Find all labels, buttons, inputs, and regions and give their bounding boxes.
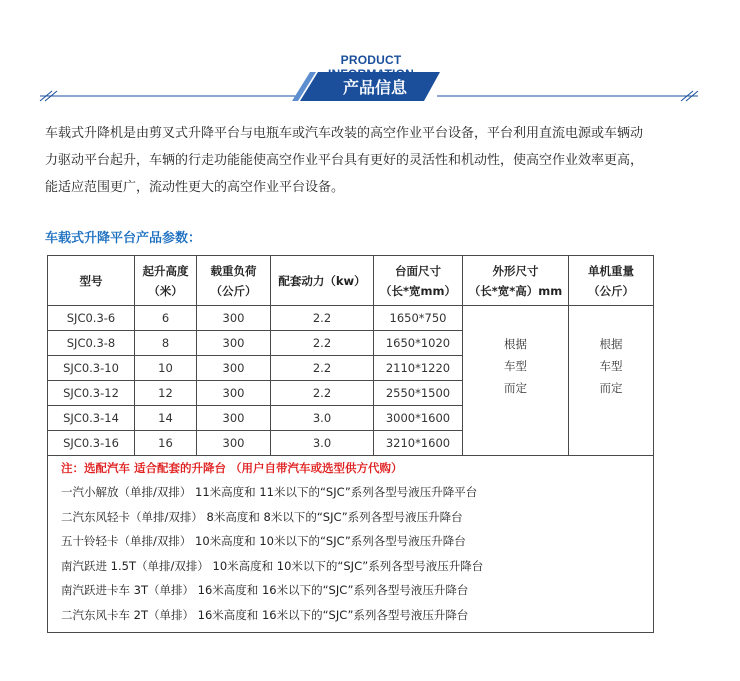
notes-row <box>48 456 654 633</box>
cell-power: 2.2 <box>271 306 374 331</box>
section-title: 车载式升降平台产品参数： <box>45 231 202 246</box>
intro-line: 力驱动平台起升，车辆的行走功能能使高空作业平台具有更好的灵活性和机动性，使高空作业效率更高， <box>45 153 644 168</box>
note-item: 南汽跃进卡车 3T（单排） 16米高度和 16米以下的“SJC”系列各型号液压升降台 <box>61 583 469 598</box>
cell-model: SJC0.3-8 <box>48 331 135 356</box>
cell-platform-size: 1650*750 <box>374 306 463 331</box>
spec-table <box>47 255 654 633</box>
note-item: 二汽东风卡车 2T（单排） 16米高度和 16米以下的“SJC”系列各型号液压升降台 <box>61 607 469 622</box>
cell-height: 6 <box>135 306 197 331</box>
cell-model: SJC0.3-16 <box>48 431 135 456</box>
cell-power: 2.2 <box>271 381 374 406</box>
cell-platform-size: 1650*1020 <box>374 331 463 356</box>
cell-power: 2.2 <box>271 356 374 381</box>
cell-height: 16 <box>135 431 197 456</box>
cell-platform-size: 3000*1600 <box>374 406 463 431</box>
header-en-title: PRODUCT INFORMATION <box>328 53 414 81</box>
header-platform-size: 台面尺寸 （长*宽mm） <box>374 256 463 306</box>
cell-load: 300 <box>197 356 271 381</box>
header-height: 起升高度 （米） <box>135 256 197 306</box>
cell-power: 2.2 <box>271 331 374 356</box>
notes-cell <box>48 456 654 633</box>
section-header <box>0 0 740 120</box>
table-header-row <box>48 256 654 306</box>
cell-power: 3.0 <box>271 431 374 456</box>
header-weight: 单机重量 （公斤） <box>569 256 654 306</box>
cell-outer-size-note: 根据 车型 而定 <box>463 306 569 456</box>
intro-line: 能适应范围更广，流动性更大的高空作业平台设备。 <box>45 180 345 195</box>
cell-load: 300 <box>197 381 271 406</box>
header-load: 载重负荷 （公斤） <box>197 256 271 306</box>
cell-height: 10 <box>135 356 197 381</box>
cell-load: 300 <box>197 331 271 356</box>
cell-load: 300 <box>197 431 271 456</box>
note-item: 二汽东风轻卡（单排/双排） 8米高度和 8米以下的“SJC”系列各型号液压升降台 <box>61 509 463 524</box>
cell-load: 300 <box>197 306 271 331</box>
cell-platform-size: 2550*1500 <box>374 381 463 406</box>
cell-weight-note: 根据 车型 而定 <box>569 306 654 456</box>
cell-model: SJC0.3-12 <box>48 381 135 406</box>
table-row <box>48 306 654 331</box>
cell-height: 14 <box>135 406 197 431</box>
cell-model: SJC0.3-10 <box>48 356 135 381</box>
cell-model: SJC0.3-6 <box>48 306 135 331</box>
header-model: 型号 <box>48 256 135 306</box>
note-item: 南汽跃进 1.5T（单排/双排） 10米高度和 10米以下的“SJC”系列各型号液压升降台 <box>61 558 484 573</box>
note-item: 一汽小解放（单排/双排） 11米高度和 11米以下的“SJC”系列各型号液压升降平台 <box>61 485 478 499</box>
note-item: 五十铃轻卡（单排/双排） 10米高度和 10米以下的“SJC”系列各型号液压升降台 <box>61 534 466 549</box>
cell-model: SJC0.3-14 <box>48 406 135 431</box>
cell-height: 12 <box>135 381 197 406</box>
intro-line: 车载式升降机是由剪叉式升降平台与电瓶车或汽车改装的高空作业平台设备，平台利用直流电源或车辆动 <box>45 126 644 141</box>
intro-paragraph <box>45 120 700 201</box>
header-power: 配套动力（kw） <box>271 256 374 306</box>
notes-heading: 注：选配汽车 适合配套的升降台 （用户自带汽车或选型供方代购） <box>61 461 403 475</box>
header-cn-title: 产品信息 <box>342 78 407 97</box>
cell-load: 300 <box>197 406 271 431</box>
cell-platform-size: 2110*1220 <box>374 356 463 381</box>
cell-height: 8 <box>135 331 197 356</box>
header-outer-size: 外形尺寸 （长*宽*高）mm <box>463 256 569 306</box>
cell-platform-size: 3210*1600 <box>374 431 463 456</box>
cell-power: 3.0 <box>271 406 374 431</box>
